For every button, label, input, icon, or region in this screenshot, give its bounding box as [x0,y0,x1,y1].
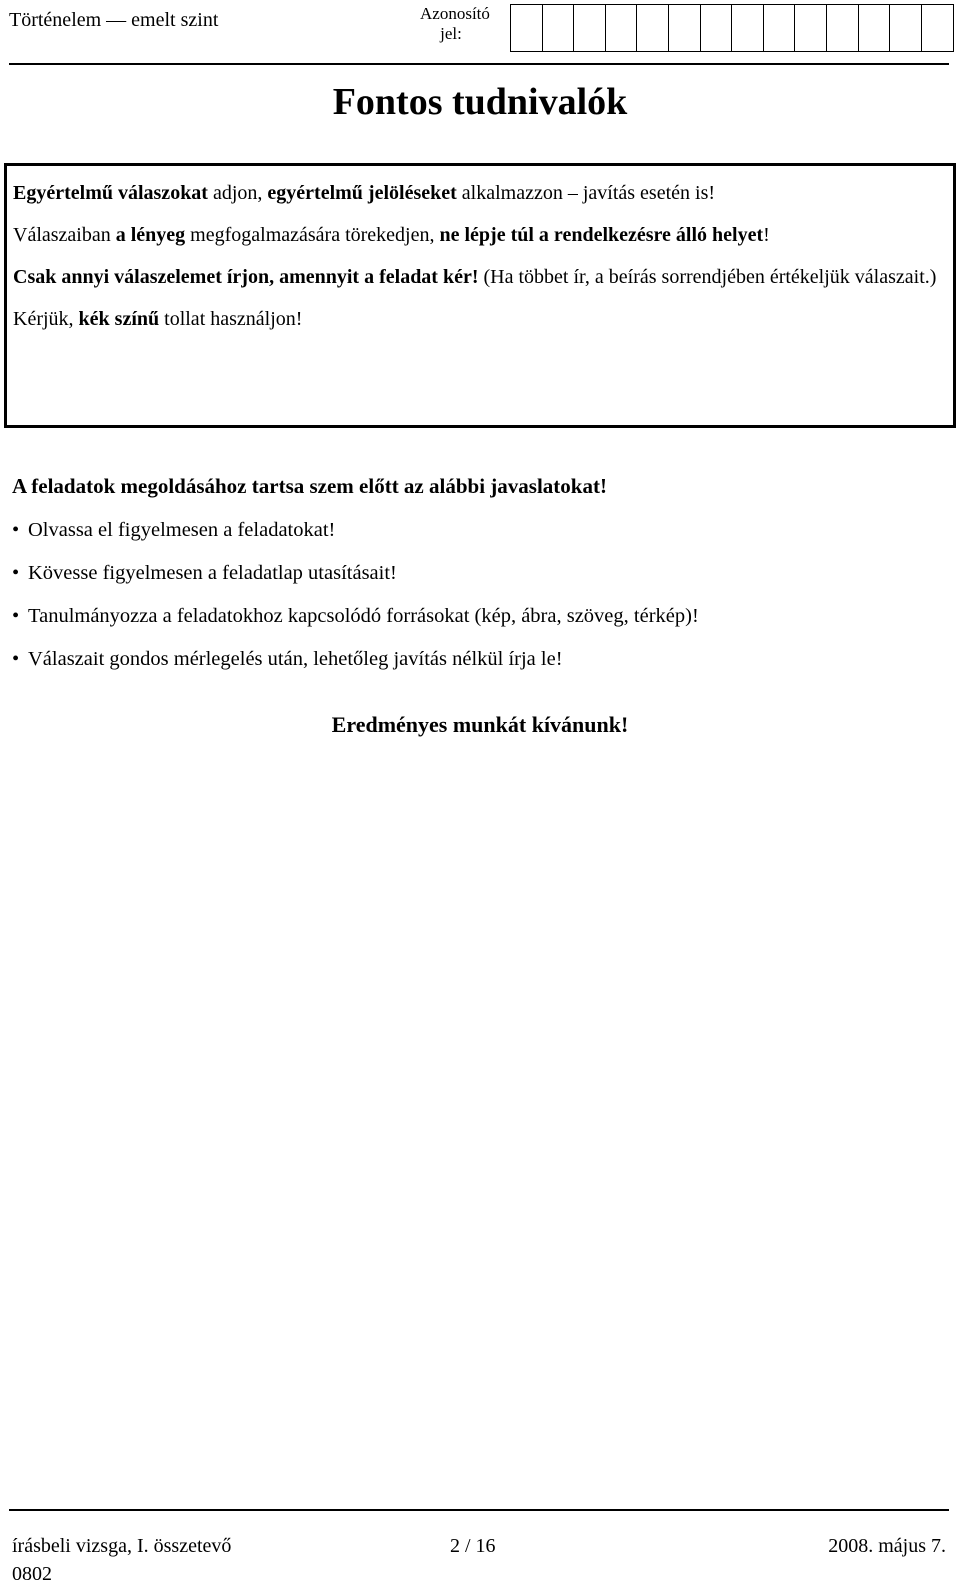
notice-bold: ne lépje túl a rendelkezésre álló helyet [439,224,764,246]
page-title: Fontos tudnivalók [332,81,628,123]
tip-item [12,552,699,595]
id-label-line1: Azonosító [420,4,490,23]
tips-list [12,509,699,681]
notice-line-1 [13,172,947,214]
id-code-box[interactable] [795,5,827,51]
notice-line-3 [13,256,947,298]
notice-line-4 [13,298,947,340]
id-code-box[interactable] [606,5,638,51]
id-code-box[interactable] [669,5,701,51]
header-subject: Történelem — emelt szint [9,9,219,31]
tip-text: Kövesse figyelmesen a feladatlap utasításait! [28,562,397,584]
id-code-box[interactable] [922,5,954,51]
bullet-icon: • [12,519,20,541]
notice-bold: kék színű [78,308,160,330]
notice-text: alkalmazzon – javítás esetén is! [456,182,716,204]
tip-item [12,595,699,638]
tip-item [12,509,699,552]
id-code-box[interactable] [511,5,543,51]
id-label [420,4,490,44]
notice-text: (Ha többet ír, a beírás sorrendjében értékeljük válaszait.) [478,266,937,288]
notice-text: Válaszaiban [13,224,116,246]
notice-bold: egyértelmű jelöléseket [267,182,457,204]
page-header [0,0,960,66]
notice-bold: a lényeg [115,224,186,246]
bullet-icon: • [12,605,20,627]
tips-heading: A feladatok megoldásához tartsa szem előtt az alábbi javaslatokat! [12,474,607,498]
bullet-icon: • [12,648,20,670]
id-code-box[interactable] [890,5,922,51]
footer-exam-code: 0802 [12,1563,52,1585]
id-code-box[interactable] [543,5,575,51]
id-code-box[interactable] [859,5,891,51]
footer-divider [9,1509,949,1511]
tip-text: Válaszait gondos mérlegelés után, lehetőleg javítás nélkül írja le! [28,648,563,670]
footer-date: 2008. május 7. [828,1535,946,1557]
notice-line-2 [13,214,947,256]
notice-text: ! [763,224,770,246]
notice-box [4,163,956,428]
id-code-box[interactable] [701,5,733,51]
tip-item [12,638,699,681]
id-code-box[interactable] [637,5,669,51]
notice-text: adjon, [207,182,268,204]
id-code-box[interactable] [827,5,859,51]
tip-text: Olvassa el figyelmesen a feladatokat! [28,519,336,541]
id-code-box[interactable] [574,5,606,51]
tip-text: Tanulmányozza a feladatokhoz kapcsolódó forrásokat (kép, ábra, szöveg, térkép)! [28,605,699,627]
id-code-box[interactable] [732,5,764,51]
id-label-line2: jel: [440,24,462,43]
header-divider [9,63,949,65]
bullet-icon: • [12,562,20,584]
page-number: 2 / 16 [450,1535,496,1557]
footer-left [12,1532,231,1588]
id-code-boxes [510,4,954,52]
footer-exam-label: írásbeli vizsga, I. összetevő [12,1535,232,1557]
id-code-box[interactable] [764,5,796,51]
notice-bold: Csak annyi válaszelemet írjon, amennyit a feladat kér! [13,266,479,288]
notice-text: megfogalmazására törekedjen, [185,224,440,246]
notice-bold: Egyértelmű válaszokat [13,182,208,204]
notice-text: tollat használjon! [159,308,303,330]
notice-text: Kérjük, [13,308,79,330]
closing-message: Eredményes munkát kívánunk! [331,712,629,737]
